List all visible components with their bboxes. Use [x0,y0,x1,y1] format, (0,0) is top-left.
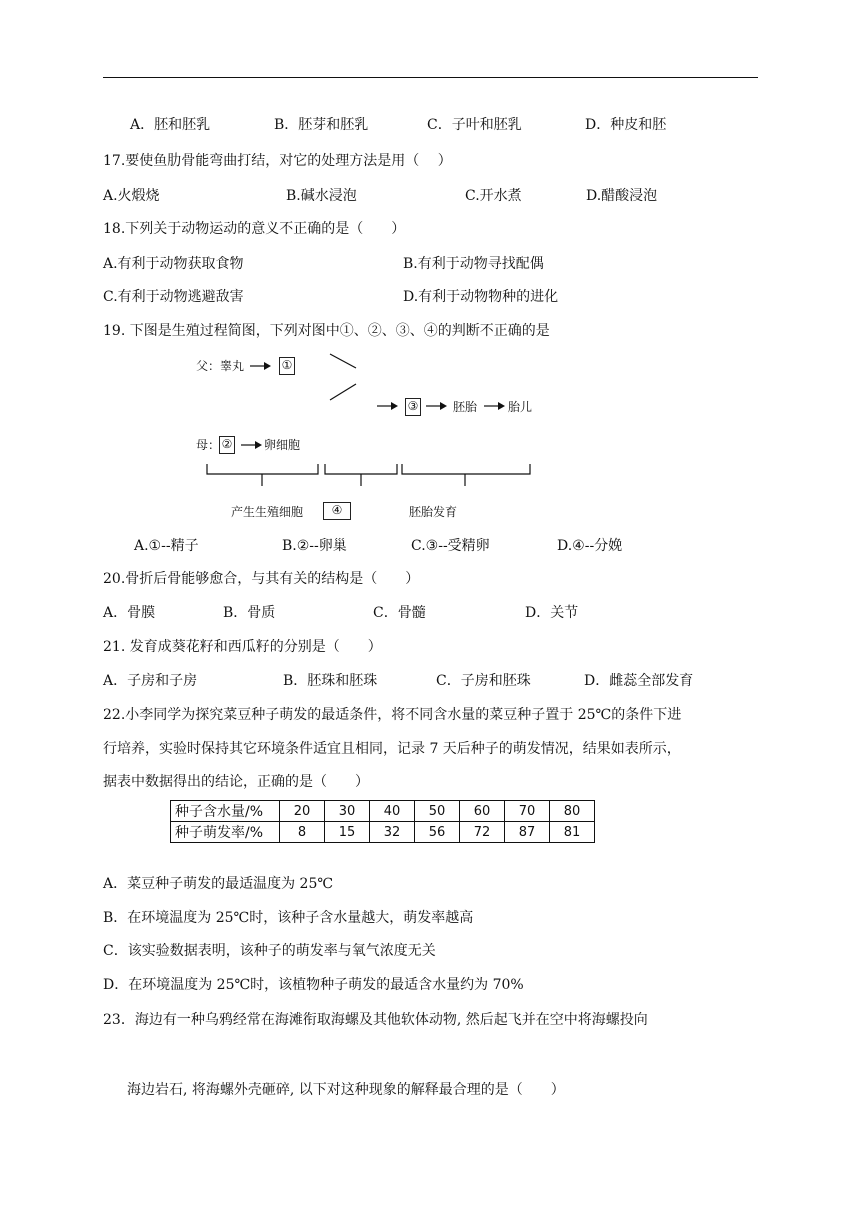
q19-option-a: A.①--精子 [134,538,199,554]
arrow-icon [241,439,263,451]
arrow-icon [250,360,272,372]
table-cell: 80 [550,801,595,822]
q23-stem-line-2: 海边岩石, 将海螺外壳砸碎, 以下对这种现象的解释最合理的是（ ） [127,1082,565,1098]
stage-braces [205,462,535,490]
q21-option-d: D．雌蕊全部发育 [584,673,694,689]
q19-option-c: C.③--受精卵 [411,538,490,554]
q22-stem-line-2: 行培养，实验时保持其它环境条件适宜且相同，记录 7 天后种子的萌发情况，结果如表所示， [103,741,681,757]
table-cell: 20 [280,801,325,822]
header-rule [103,77,758,78]
table-cell: 50 [415,801,460,822]
q20-option-b: B．骨质 [223,605,276,621]
q16-option-c: C．子叶和胚乳 [427,117,522,133]
q17-option-d: D.醋酸浸泡 [586,188,658,204]
table-row [171,801,595,822]
q16-option-d: D．种皮和胚 [585,117,667,133]
q17-option-b: B.碱水浸泡 [286,188,357,204]
q16-option-b: B．胚芽和胚乳 [274,117,369,133]
q19-option-b: B.②--卵巢 [282,538,347,554]
q21-stem: 21. 发育成葵花籽和西瓜籽的分别是（ ） [103,639,382,655]
q21-option-c: C．子房和胚珠 [436,673,531,689]
mother-label: 母： [196,438,221,452]
q22-option-b: B．在环境温度为 25℃时，该种子含水量越大，萌发率越高 [103,910,474,926]
table-cell: 40 [370,801,415,822]
diagram-box-4: ④ [323,502,351,520]
q18-option-b: B.有利于动物寻找配偶 [403,256,544,272]
row-header: 种子含水量/% [171,801,280,822]
diagram-box-3: ③ [405,398,421,416]
table-cell: 70 [505,801,550,822]
q18-option-d: D.有利于动物物种的进化 [403,289,559,305]
q22-option-a: A．菜豆种子萌发的最适温度为 25℃ [103,876,334,892]
q19-stem: 19. 下图是生殖过程简图，下列对图中①、②、③、④的判断不正确的是 [103,323,550,339]
arrow-icon [484,400,506,412]
q16-option-a: A．胚和胚乳 [130,117,211,133]
converging-lines [328,352,360,404]
diagram-box-1: ① [279,357,295,375]
q20-option-d: D．关节 [525,605,579,621]
table-cell: 60 [460,801,505,822]
q18-option-a: A.有利于动物获取食物 [103,256,244,272]
q22-stem-line-3: 据表中数据得出的结论，正确的是（ ） [103,774,369,790]
table-cell: 32 [370,822,415,843]
row-header: 种子萌发率/% [171,822,280,843]
fetus-label: 胎儿 [508,400,533,414]
q17-option-a: A.火煅烧 [103,188,160,204]
table-cell: 15 [325,822,370,843]
embryo-label: 胚胎 [453,400,478,414]
table-cell: 81 [550,822,595,843]
q23-stem-line-1: 23．海边有一种乌鸦经常在海滩衔取海螺及其他软体动物, 然后起飞并在空中将海螺投向 [103,1012,648,1028]
q19-option-d: D.④--分娩 [557,538,623,554]
diagram-box-2: ② [219,436,235,454]
q22-stem-line-1: 22.小李同学为探究菜豆种子萌发的最适条件，将不同含水量的菜豆种子置于 25℃的条件下进 [103,707,682,723]
q17-stem: 17.要使鱼肋骨能弯曲打结，对它的处理方法是用（ ） [103,153,452,169]
q20-option-a: A．骨膜 [103,605,156,621]
table-cell: 87 [505,822,550,843]
table-cell: 72 [460,822,505,843]
arrow-icon [377,400,399,412]
father-label: 父：睾丸 [196,359,245,373]
q18-option-c: C.有利于动物逃避敌害 [103,289,244,305]
table-cell: 30 [325,801,370,822]
table-cell: 56 [415,822,460,843]
q20-option-c: C．骨髓 [373,605,426,621]
stage-embryo-label: 胚胎发育 [409,505,458,519]
q22-option-c: C．该实验数据表明，该种子的萌发率与氧气浓度无关 [103,943,436,959]
q20-stem: 20.骨折后骨能够愈合，与其有关的结构是（ ） [103,571,420,587]
q17-option-c: C.开水煮 [465,188,522,204]
germination-table [170,800,595,843]
table-row [171,822,595,843]
table-cell: 8 [280,822,325,843]
q21-option-b: B．胚珠和胚珠 [283,673,378,689]
arrow-icon [426,400,448,412]
q22-option-d: D．在环境温度为 25℃时，该植物种子萌发的最适含水量约为 70% [103,977,524,993]
q18-stem: 18.下列关于动物运动的意义不正确的是（ ） [103,221,406,237]
egg-cell-label: 卵细胞 [264,438,301,452]
q21-option-a: A．子房和子房 [103,673,198,689]
stage-gamete-label: 产生生殖细胞 [231,505,304,519]
